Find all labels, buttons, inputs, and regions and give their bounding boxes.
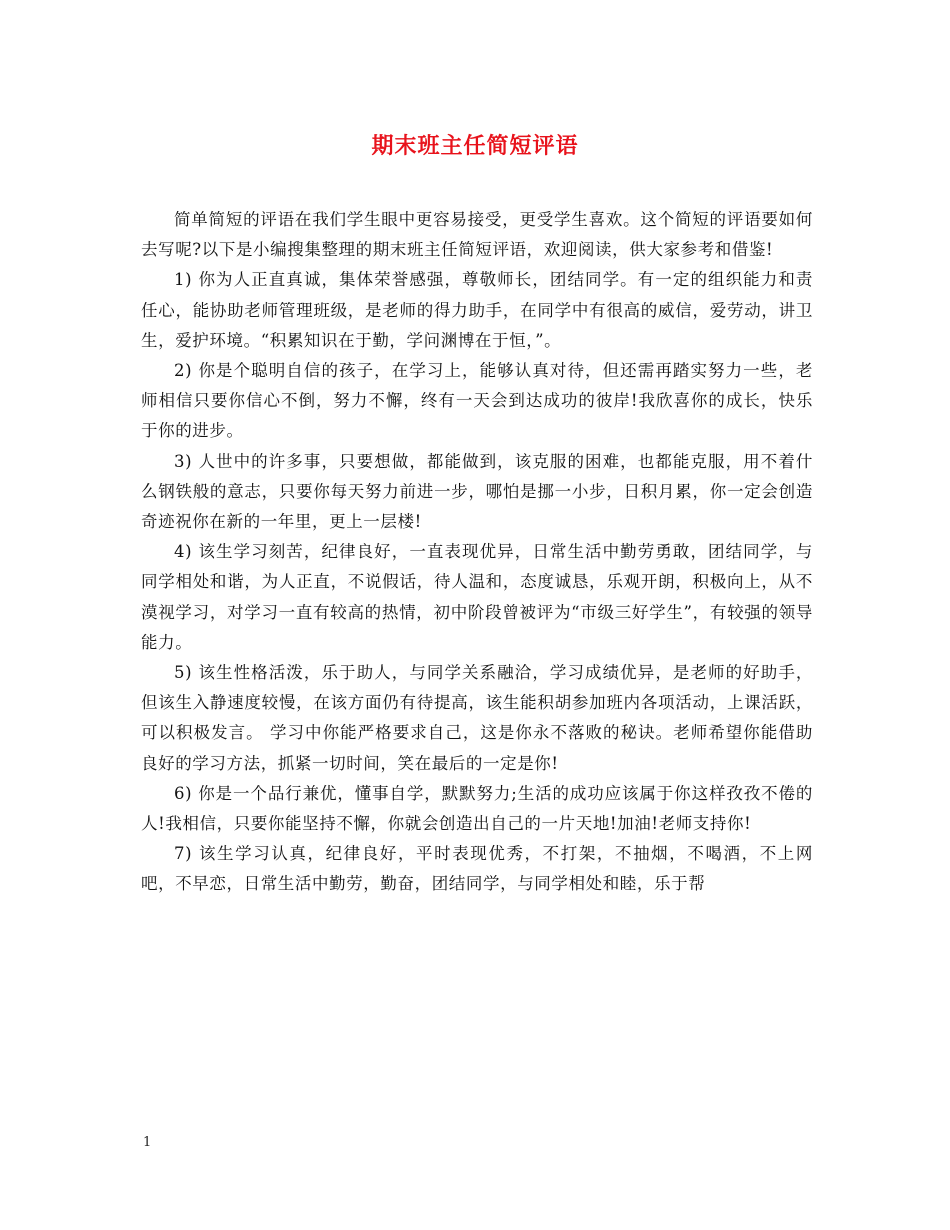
comment-paragraph-4: 4) 该生学习刻苦，纪律良好，一直表现优异，日常生活中勤劳勇敢，团结同学，与同学相处和谐，为人正直，不说假话，待人温和，态度诚恳，乐观开朗，积极向上，从不漠视学习，对学习一直有较高的热情，初中阶段曾被评为“市级三好学生”，有较强的领导能力。: [141, 542, 813, 652]
document-body: [141, 205, 813, 900]
comment-paragraph-7: 7) 该生学习认真，纪律良好，平时表现优秀，不打架，不抽烟，不喝酒，不上网吧，不早恋，日常生活中勤劳，勤奋，团结同学，与同学相处和睦，乐于帮: [141, 844, 813, 894]
document-title: 期末班主任简短评语: [371, 133, 579, 159]
comment-paragraph-6: 6) 你是一个品行兼优，懂事自学，默默努力;生活的成功应该属于你这样孜孜不倦的人!我相信，只要你能坚持不懈，你就会创造出自己的一片天地!加油!老师支持你!: [141, 783, 813, 834]
comment-paragraph-2: 2) 你是个聪明自信的孩子，在学习上，能够认真对待，但还需再踏实努力一些，老师相信只要你信心不倒，努力不懈，终有一天会到达成功的彼岸!我欣喜你的成长，快乐于你的进步。: [141, 361, 813, 441]
comment-paragraph-1: 1) 你为人正直真诚，集体荣誉感强，尊敬师长，团结同学。有一定的组织能力和责任心，能协助老师管理班级，是老师的得力助手，在同学中有很高的威信，爱劳动，讲卫生，爱护环境。“积累知识在于勤，学问渊博在于恒，”。: [141, 270, 813, 350]
intro-paragraph: 简单简短的评语在我们学生眼中更容易接受，更受学生喜欢。这个简短的评语要如何去写呢?以下是小编搜集整理的期末班主任简短评语，欢迎阅读，供大家参考和借鉴!: [141, 210, 813, 260]
page-number: 1: [143, 1135, 152, 1150]
comment-paragraph-5: 5) 该生性格活泼，乐于助人，与同学关系融洽，学习成绩优异，是老师的好助手，但该生入静速度较慢，在该方面仍有待提高，该生能积胡参加班内各项活动，上课活跃，可以积极发言。 学习中你能严格要求自己，这是你永不落败的秘诀。老师希望你能借助良好的学习方法，抓紧一切时间，笑在最后的一定是你!: [141, 663, 813, 773]
comment-paragraph-3: 3) 人世中的许多事，只要想做，都能做到，该克服的困难，也都能克服，用不着什么钢铁般的意志，只要你每天努力前进一步，哪怕是挪一小步，日积月累，你一定会创造奇迹祝你在新的一年里，更上一层楼!: [141, 451, 813, 532]
